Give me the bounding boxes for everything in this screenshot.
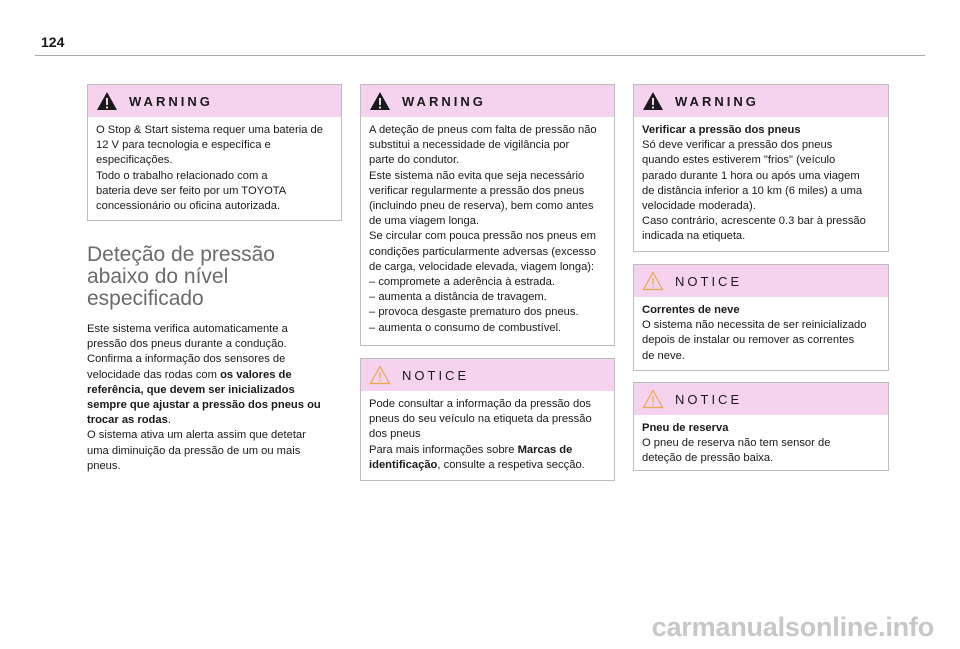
box-heading: Correntes de neve (642, 304, 740, 316)
text-line: substitui a necessidade de vigilância por (369, 139, 570, 152)
title-line: especificado (87, 287, 204, 310)
warning-header (88, 85, 341, 117)
notice-title: NOTICE (675, 273, 743, 289)
list-item: – provoca desgaste prematuro dos pneus. (369, 306, 579, 319)
list-item: – compromete a aderência à estrada. (369, 276, 555, 289)
notice-header (361, 359, 614, 391)
notice-header (634, 383, 888, 415)
text-line: de uma viagem longa. (369, 215, 480, 228)
warning-title: WARNING (129, 93, 213, 109)
text-line: bateria deve ser feito por um TOYOTA (96, 184, 287, 197)
list-item: – aumenta o consumo de combustível. (369, 321, 562, 334)
text-line: Para mais informações sobre Marcas de (369, 443, 573, 456)
notice-icon (642, 271, 664, 291)
text-line: verificar regularmente a pressão dos pneus (369, 184, 585, 197)
warning-body (634, 117, 888, 252)
section-title (87, 244, 337, 310)
text-line: parado durante 1 hora ou após uma viagem (642, 169, 860, 182)
text-line: dos pneus (369, 428, 421, 441)
page-number: 124 (41, 34, 65, 50)
text-line: Se circular com pouca pressão nos pneus em (369, 230, 596, 243)
list-item: – aumenta a distância de travagem. (369, 291, 547, 304)
warning-body (361, 117, 614, 343)
text-line: deteção de pressão baixa. (642, 452, 774, 465)
box-heading: Pneu de reserva (642, 422, 729, 434)
text-line: O sistema ativa um alerta assim que detetar (87, 429, 306, 442)
warning-header (361, 85, 614, 117)
text-line: velocidade das rodas com os valores de (87, 368, 292, 381)
text-line: trocar as rodas. (87, 414, 171, 427)
notice-title: NOTICE (675, 391, 743, 407)
notice-title: NOTICE (402, 367, 470, 383)
notice-icon (369, 365, 391, 385)
warning-box-tyres (360, 84, 615, 346)
text-line: O pneu de reserva não tem sensor de (642, 437, 831, 450)
notice-header (634, 265, 888, 297)
top-divider (35, 55, 925, 56)
warning-box-check-pressure (633, 84, 889, 252)
text-line: referência, que devem ser inicializados (87, 383, 295, 396)
text-line: de neve. (642, 349, 685, 362)
notice-body (634, 415, 888, 474)
warning-title: WARNING (675, 93, 759, 109)
text-line: Pode consultar a informação da pressão dos (369, 398, 592, 410)
text-line: sempre que ajustar a pressão dos pneus ou (87, 399, 321, 412)
text-line: Este sistema verifica automaticamente a (87, 323, 288, 335)
text-line: de carga, velocidade elevada, viagem longa): (369, 260, 595, 273)
text-line: pneus do seu veículo na etiqueta da pressão (369, 413, 592, 426)
intro-paragraph (87, 322, 339, 474)
notice-body (361, 391, 614, 480)
text-line: (incluindo pneu de reserva), bem como antes (369, 200, 594, 213)
warning-body (88, 117, 341, 221)
warning-icon (642, 91, 664, 111)
warning-icon (369, 91, 391, 111)
text-line: velocidade moderada). (642, 200, 756, 213)
warning-box-battery (87, 84, 342, 221)
text-line: concessionário ou oficina autorizada. (96, 200, 281, 213)
text-line: pneus. (87, 459, 121, 472)
title-line: abaixo do nível (87, 265, 229, 288)
text-line: Confirma a informação dos sensores de (87, 353, 286, 366)
text-line: Todo o trabalho relacionado com a (96, 169, 268, 182)
text-line: de distância inferior a 10 km (6 miles) a uma (642, 184, 863, 197)
text-line: Caso contrário, acrescente 0.3 bar à pressão (642, 215, 866, 228)
text-line: pressão dos pneus durante a condução. (87, 338, 287, 351)
text-line: condições particularmente adversas (excesso (369, 245, 596, 258)
notice-icon (642, 389, 664, 409)
title-line: Deteção de pressão (87, 243, 275, 266)
text-line: O Stop & Start sistema requer uma bateria de (96, 124, 323, 136)
notice-body (634, 297, 888, 371)
text-line: Só deve verificar a pressão dos pneus (642, 139, 833, 152)
text-line: depois de instalar ou remover as correntes (642, 334, 855, 347)
text-line: identificação, consulte a respetiva secção. (369, 458, 585, 471)
notice-box-tyre-label (360, 358, 615, 481)
text-line: A deteção de pneus com falta de pressão não (369, 124, 597, 136)
text-line: Este sistema não evita que seja necessário (369, 169, 585, 182)
warning-header (634, 85, 888, 117)
text-line: O sistema não necessita de ser reinicializado (642, 319, 867, 332)
text-line: uma diminuição da pressão de um ou mais (87, 444, 301, 457)
notice-box-spare-tyre (633, 382, 889, 471)
text-line: indicada na etiqueta. (642, 230, 746, 243)
text-line: parte do condutor. (369, 154, 460, 167)
watermark: carmanualsonline.info (651, 612, 934, 642)
box-heading: Verificar a pressão dos pneus (642, 124, 801, 136)
notice-box-snow-chains (633, 264, 889, 371)
text-line: especificações. (96, 154, 173, 167)
warning-title: WARNING (402, 93, 486, 109)
text-line: 12 V para tecnologia e específica e (96, 139, 271, 152)
text-line: quando estes estiverem "frios" (veículo (642, 154, 836, 167)
warning-icon (96, 91, 118, 111)
